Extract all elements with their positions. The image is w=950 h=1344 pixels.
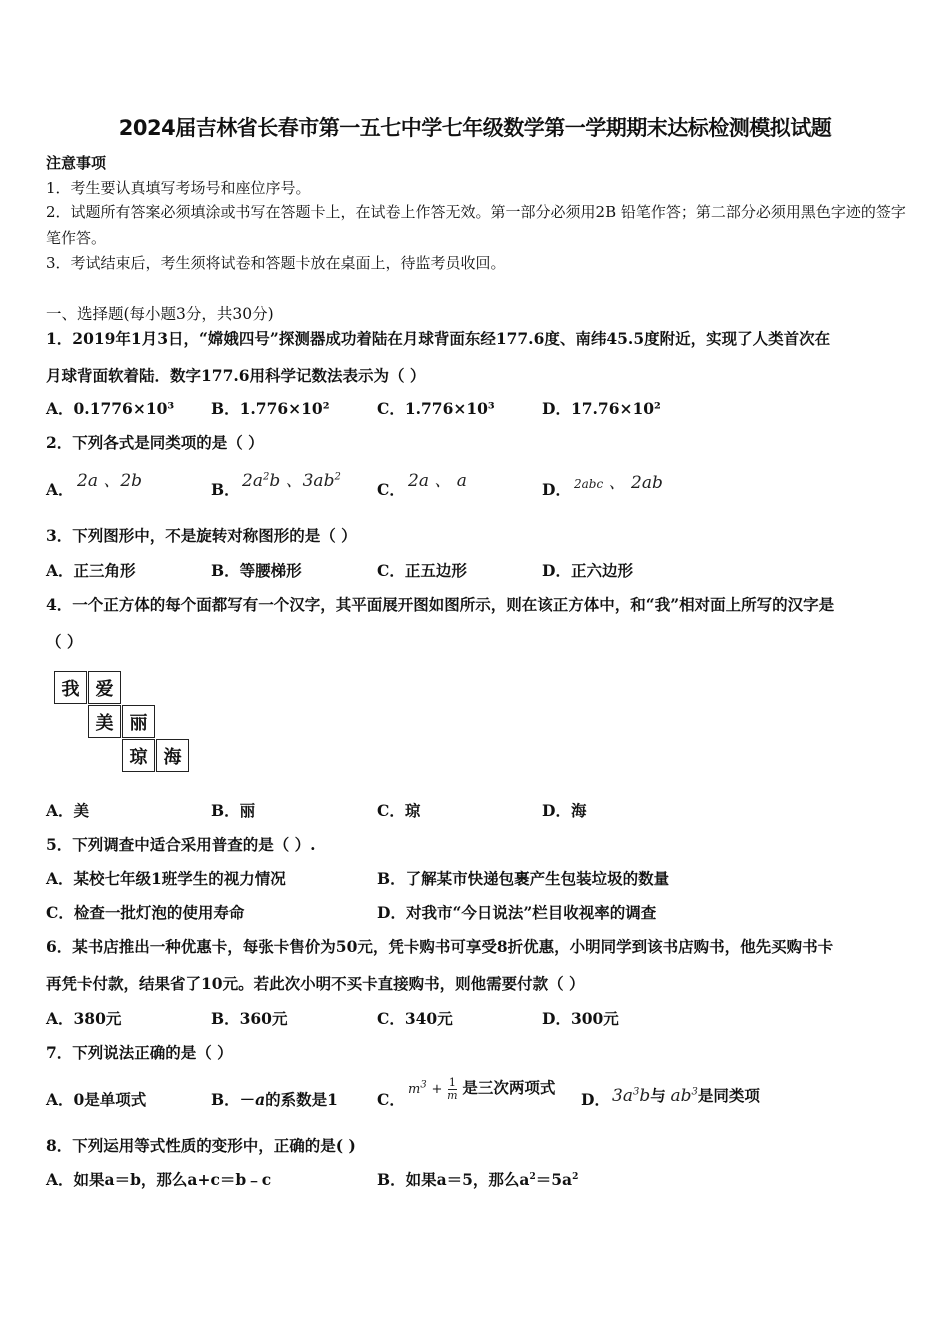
net-cell: 爱 — [88, 671, 121, 704]
q2-option-b-label: B． — [211, 480, 240, 499]
q1-option-a: A．0.1776×10³ — [46, 399, 175, 418]
q2-option-b-expr: $2a^2b$ 、$3ab^2$ — [242, 471, 341, 491]
q1-option-d: D．17.76×10² — [542, 399, 661, 418]
q5-option-d: D．对我市“今日说法”栏目收视率的调查 — [377, 903, 657, 922]
q7-option-c-label: C． — [377, 1090, 405, 1109]
q7-stem: 7．下列说法正确的是（ ） — [46, 1043, 233, 1062]
q6-option-a: A．380元 — [46, 1009, 122, 1028]
q6-line1: 6．某书店推出一种优惠卡，每张卡售价为50元，凭卡购书可享受8折优惠，小明同学到该书店购书，他先买购书卡 — [46, 937, 834, 956]
q8-stem: 8．下列运用等式性质的变形中，正确的是( ) — [46, 1136, 356, 1155]
q1-line1: 1．2019年1月3日，“嫦娥四号”探测器成功着陆在月球背面东经177.6度、南纬45.5度附近，实现了人类首次在 — [46, 329, 831, 348]
q7-option-b: B．－a的系数是1 — [211, 1090, 338, 1109]
q2-stem: 2．下列各式是同类项的是（ ） — [46, 433, 264, 452]
notice-item-3: 3．考试结束后，考生须将试卷和答题卡放在桌面上，待监考员收回。 — [46, 254, 506, 272]
cube-net-figure — [54, 671, 194, 779]
net-cell: 美 — [88, 705, 121, 738]
q7-option-d-expr: $3a^3b$与 $ab^3$是同类项 — [612, 1086, 760, 1106]
q5-option-a: A．某校七年级1班学生的视力情况 — [46, 869, 286, 888]
q8-option-a: A．如果a＝b，那么a+c＝b﹣c — [46, 1170, 272, 1189]
net-cell: 琼 — [122, 739, 155, 772]
q6-option-d: D．300元 — [542, 1009, 619, 1028]
net-cell: 我 — [54, 671, 87, 704]
q3-option-a: A．正三角形 — [46, 561, 136, 580]
q3-option-d: D．正六边形 — [542, 561, 633, 580]
q4-line1: 4．一个正方体的每个面都写有一个汉字，其平面展开图如图所示，则在该正方体中，和“我”相对面上所写的汉字是 — [46, 595, 835, 614]
q2-option-c-expr: 2a 、 a — [408, 471, 467, 491]
net-cell: 丽 — [122, 705, 155, 738]
q7-option-c-expr: $m^3$ + $\frac{1}{m}$ 是三次两项式 — [408, 1075, 556, 1102]
q4-option-b: B．丽 — [211, 801, 256, 820]
q6-option-c: C．340元 — [377, 1009, 453, 1028]
q5-option-b: B．了解某市快递包裹产生包装垃圾的数量 — [377, 869, 670, 888]
net-cell: 海 — [156, 739, 189, 772]
notice-item-1: 1．考生要认真填写考场号和座位序号。 — [46, 179, 311, 197]
q7-option-d-label: D． — [581, 1090, 610, 1109]
q2-option-d-expr: 2abc 、 2ab — [574, 473, 663, 493]
q1-option-c: C．1.776×10³ — [377, 399, 495, 418]
q2-option-a-label: A． — [46, 480, 74, 499]
q4-option-c: C．琼 — [377, 801, 421, 820]
q7-option-a: A．0是单项式 — [46, 1090, 147, 1109]
q6-line2: 再凭卡付款，结果省了10元。若此次小明不买卡直接购书，则他需要付款（ ） — [46, 974, 585, 993]
q1-line2: 月球背面软着陆．数字177.6用科学记数法表示为（ ） — [46, 366, 426, 385]
q2-option-c-label: C． — [377, 480, 405, 499]
q3-option-c: C．正五边形 — [377, 561, 467, 580]
q4-option-d: D．海 — [542, 801, 587, 820]
q5-stem: 5．下列调查中适合采用普查的是（ ）. — [46, 835, 316, 854]
q3-stem: 3．下列图形中，不是旋转对称图形的是（ ） — [46, 526, 357, 545]
notice-item-2: 2．试题所有答案必须填涂或书写在答题卡上，在试卷上作答无效。第一部分必须用2B 铅笔作答；第二部分必须用黑色字迹的签字笔作答。 — [46, 203, 906, 247]
q5-option-c: C．检查一批灯泡的使用寿命 — [46, 903, 245, 922]
notice-heading: 注意事项 — [46, 154, 107, 172]
q6-option-b: B．360元 — [211, 1009, 288, 1028]
q3-option-b: B．等腰梯形 — [211, 561, 302, 580]
q4-line2: （ ） — [46, 632, 83, 651]
section-heading: 一、选择题(每小题3分，共30分) — [46, 305, 274, 323]
q1-option-b: B．1.776×10² — [211, 399, 330, 418]
q2-option-a-expr: 2a 、2b — [77, 471, 143, 491]
q2-option-d-label: D． — [542, 480, 571, 499]
q8-option-b: B．如果a＝5，那么$a^2=5a^2$ — [377, 1170, 579, 1189]
page-title: 2024届吉林省长春市第一五七中学七年级数学第一学期期末达标检测模拟试题 — [118, 116, 832, 140]
q4-option-a: A．美 — [46, 801, 90, 820]
